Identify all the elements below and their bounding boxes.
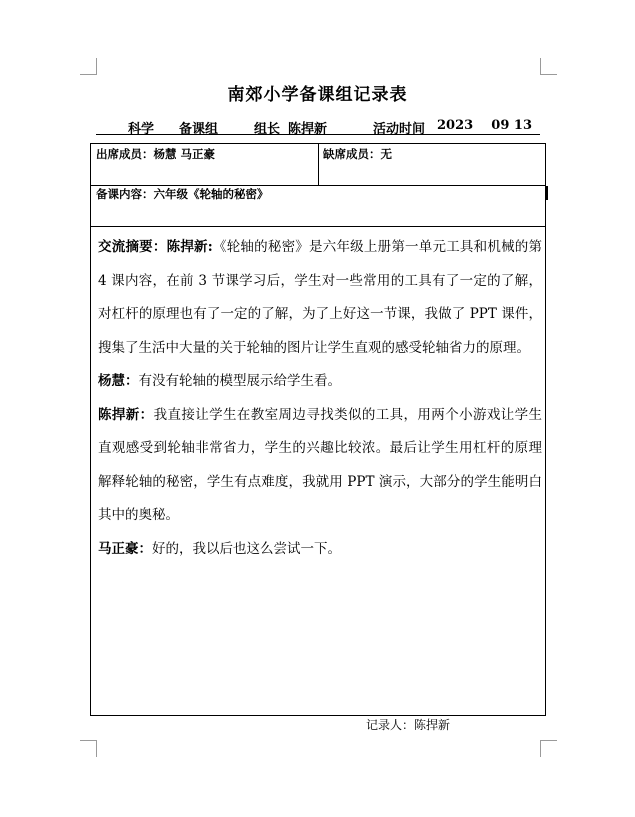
summary-entry: 杨慧：有没有轮轴的模型展示给学生看。 [98,373,341,389]
absentees-cell: 缺席成员：无 [323,147,392,161]
group-label: 备课组 [179,122,219,137]
summary-entry: 马正豪：好的，我以后也这么尝试一下。 [98,540,341,557]
subject-label: 科学 [128,122,155,137]
crop-mark-bottom-right [540,740,557,757]
summary-entry: 交流摘要：陈捍新:《轮轴的秘密》是六年级上册第一单元工具和机械的第 4 课内容，在前 3 节课学习后，学生对一些常用的工具有了一定的了解，对杠杆的原理也有了一定的了解，为了上好这一节课，我做了 PPT 课件，搜集了生活中大量的关于轮轴的图片让学生直观的感受轮轴省力的原理。 [98,239,543,356]
column-divider [318,144,319,185]
entry-text: 有没有轮轴的模型展示给学生看。 [138,373,341,389]
header-info-line [96,118,540,136]
crop-mark-bottom-left [80,740,97,757]
speaker-name: 杨慧 [98,373,125,389]
record-table [90,143,546,716]
summary-label: 交流摘要： [98,239,167,255]
leader-label: 组长 [254,122,281,137]
lesson-content-cell: 备课内容：六年级《轮轴的秘密》 [96,187,269,201]
attendees-cell: 出席成员：杨慧 马正豪 [96,147,216,161]
speaker-name: 马正豪 [98,540,139,557]
page-title: 南郊小学备课组记录表 [227,85,408,105]
content-row [91,186,545,227]
activity-date: 2023 09 13 [437,118,532,133]
entry-text: 好的，我以后也这么尝试一下。 [152,540,341,557]
summary-entry: 陈捍新：我直接让学生在教室周边寻找类似的工具，用两个小游戏让学生直观感受到轮轴非常省力，学生的兴趣比较浓。最后让学生用杠杆的原理解释轮轴的秘密，学生有点难度，我就用 PPT 演示，大部分的学生能明白其中的奥秘。 [98,406,543,523]
recorder-signature: 记录人：陈捍新 [366,718,451,732]
crop-mark-top-left [80,58,97,75]
entry-text: 我直接让学生在教室周边寻找类似的工具，用两个小游戏让学生直观感受到轮轴非常省力，学生的兴趣比较浓。最后让学生用杠杆的原理解释轮轴的秘密，学生有点难度，我就用 PPT 演示，大部分的学生能明白其中的奥秘。 [98,406,543,523]
summary-section [98,231,542,566]
speaker-name: 陈捍新 [166,239,208,255]
text-cursor-mark [546,186,548,200]
activity-label: 活动时间 [373,122,426,137]
crop-mark-top-right [540,58,557,75]
speaker-name: 陈捍新 [98,406,140,423]
entry-text: 《轮轴的秘密》是六年级上册第一单元工具和机械的第 4 课内容，在前 3 节课学习后，学生对一些常用的工具有了一定的了解，对杠杆的原理也有了一定的了解，为了上好这一节课，我做了 PPT 课件，搜集了生活中大量的关于轮轴的图片让学生直观的感受轮轴省力的原理。 [98,239,543,356]
leader-name: 陈捍新 [288,122,328,137]
attendance-row [91,144,545,186]
